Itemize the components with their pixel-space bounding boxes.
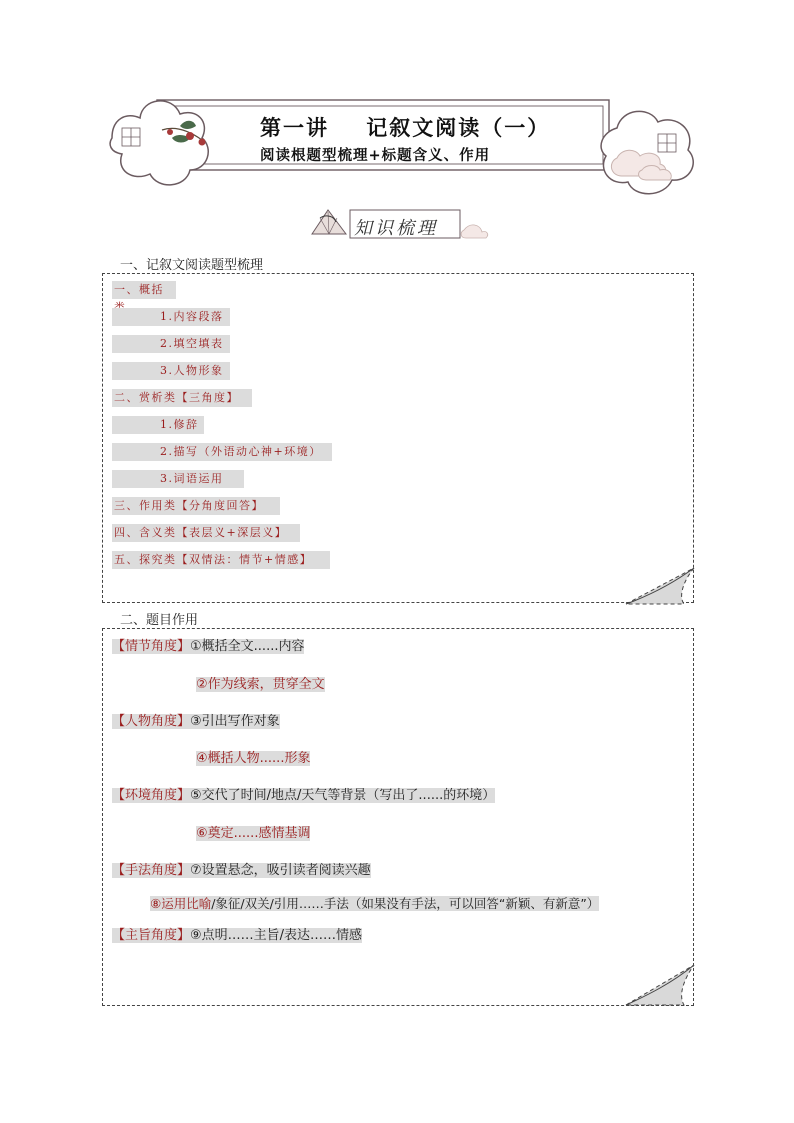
table-row <box>196 675 325 695</box>
row-text: ③引出写作对象 <box>190 714 280 729</box>
table-row <box>112 637 304 657</box>
table-row <box>112 786 495 806</box>
list-item: 2.描写（外语动心神+环境） <box>112 443 332 461</box>
page-title: 第一讲 记叙文阅读（一） <box>260 115 551 140</box>
section-badge <box>306 204 491 246</box>
row-text: ⑥奠定......感情基调 <box>196 826 311 841</box>
page-subtitle: 阅读根题型梳理+标题含义、作用 <box>260 147 491 164</box>
row-text: ④概括人物......形象 <box>196 751 311 766</box>
row-text: ⑦设置悬念，吸引读者阅读兴趣 <box>190 863 371 878</box>
angle-tag: 【情节角度】 <box>112 639 191 654</box>
angle-tag: 【主旨角度】 <box>112 928 191 943</box>
list-item: 一、概括 <box>112 281 176 299</box>
list-item: 1.内容段落 <box>112 308 230 326</box>
page-curl-graphic <box>624 963 696 1007</box>
section1-heading: 一、记叙文阅读题型梳理 <box>116 254 267 273</box>
list-item: 2.填空填表 <box>112 335 230 353</box>
table-row <box>196 824 310 844</box>
list-item: 1.修辞 <box>112 416 204 434</box>
row-text: ①概括全文......内容 <box>190 639 305 654</box>
angle-tag: 【手法角度】 <box>112 863 191 878</box>
list-item: 四、含义类【表层义+深层义】 <box>112 524 300 542</box>
list-item: 二、赏析类【三角度】 <box>112 389 252 407</box>
row-text-highlight: ⑧运用比喻 <box>150 896 212 911</box>
row-text: ⑨点明……主旨/表达……情感 <box>190 928 363 943</box>
row-text: /象征/双关/引用……手法（如果没有手法，可以回答“新颖、有新意”） <box>211 896 600 911</box>
row-text: ⑤交代了时间/地点/天气等背景（写出了......的环境） <box>190 788 496 803</box>
table-row <box>196 749 310 769</box>
list-item: 3.人物形象 <box>112 362 230 380</box>
table-row <box>150 894 599 914</box>
section2-heading: 二、题目作用 <box>116 609 202 628</box>
table-row <box>112 861 371 881</box>
section2-box <box>102 628 694 1006</box>
badge-label: 知识梳理 <box>354 218 438 239</box>
list-item: 3.词语运用 <box>112 470 244 488</box>
table-row <box>112 926 362 946</box>
table-row <box>112 712 280 732</box>
angle-tag: 【环境角度】 <box>112 788 191 803</box>
page-curl-graphic <box>624 566 696 606</box>
angle-tag: 【人物角度】 <box>112 714 191 729</box>
row-text: ②作为线索，贯穿全文 <box>196 677 325 692</box>
list-item: 五、探究类【双情法：情节+情感】 <box>112 551 330 569</box>
list-item: 三、作用类【分角度回答】 <box>112 497 280 515</box>
header-banner <box>102 78 702 218</box>
